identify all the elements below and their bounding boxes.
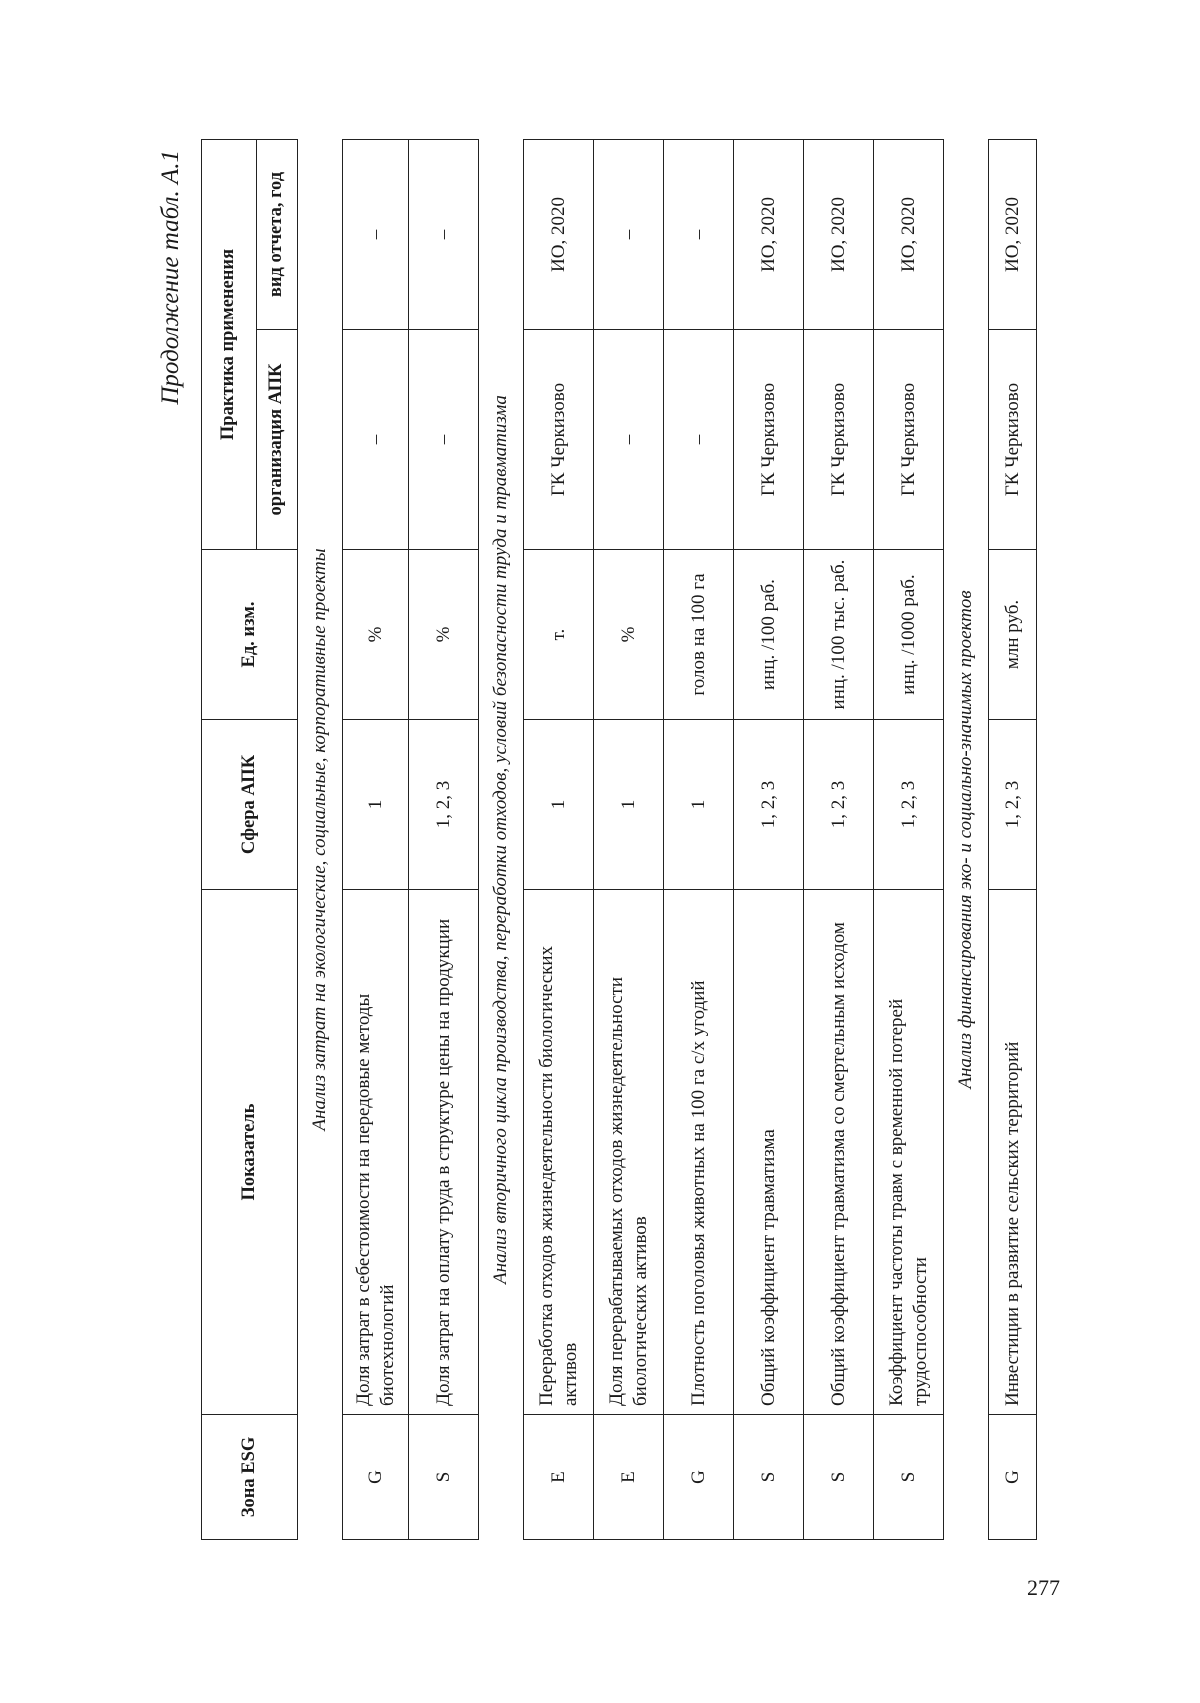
sphere-cell: 1, 2, 3 — [409, 720, 479, 890]
header-report: вид отчета, год — [257, 140, 298, 330]
indicator-cell: Переработка отходов жизнедеятельности биологических активов — [524, 890, 594, 1415]
report-cell: ИО, 2020 — [874, 140, 944, 330]
zone-cell: G — [343, 1415, 409, 1540]
report-cell: ИО, 2020 — [804, 140, 874, 330]
unit-cell: инц. /100 тыс. раб. — [804, 550, 874, 720]
unit-cell: % — [409, 550, 479, 720]
zone-cell: G — [989, 1415, 1037, 1540]
zone-cell: S — [874, 1415, 944, 1540]
unit-cell: % — [343, 550, 409, 720]
table-row — [664, 140, 734, 1540]
organization-cell: ГК Черкизово — [804, 330, 874, 550]
table-row — [989, 140, 1037, 1540]
zone-cell: S — [734, 1415, 804, 1540]
sphere-cell: 1, 2, 3 — [989, 720, 1037, 890]
page-number: 277 — [1027, 1575, 1060, 1600]
zone-cell: E — [524, 1415, 594, 1540]
sphere-cell: 1, 2, 3 — [804, 720, 874, 890]
indicator-cell: Инвестиции в развитие сельских территорий — [989, 890, 1037, 1415]
section-header-row — [944, 140, 989, 1540]
organization-cell: – — [594, 330, 664, 550]
table-row — [524, 140, 594, 1540]
indicator-cell: Общий коэффициент травматизма со смертельным исходом — [804, 890, 874, 1415]
indicator-cell: Доля перерабатываемых отходов жизнедеятельности биологических активов — [594, 890, 664, 1415]
indicator-cell: Плотность поголовья животных на 100 га с/х угодий — [664, 890, 734, 1415]
unit-cell: млн руб. — [989, 550, 1037, 720]
sphere-cell: 1 — [343, 720, 409, 890]
indicator-cell: Доля затрат в себестоимости на передовые методы биотехнологий — [343, 890, 409, 1415]
table-body — [298, 140, 1037, 1540]
section-header-row — [479, 140, 524, 1540]
unit-cell: т. — [524, 550, 594, 720]
header-practice: Практика применения — [202, 140, 257, 550]
header-organization: организация АПК — [257, 330, 298, 550]
esg-indicators-table — [201, 139, 1037, 1540]
unit-cell: % — [594, 550, 664, 720]
report-cell: ИО, 2020 — [734, 140, 804, 330]
organization-cell: ГК Черкизово — [734, 330, 804, 550]
zone-cell: S — [409, 1415, 479, 1540]
section-title: Анализ финансирования эко- и социально-значимых проектов — [944, 140, 989, 1540]
section-title: Анализ затрат на экологические, социальные, корпоративные проекты — [298, 140, 343, 1540]
table-continuation-caption: Продолжение табл. А.1 — [157, 150, 184, 405]
sphere-cell: 1 — [594, 720, 664, 890]
organization-cell: – — [409, 330, 479, 550]
rotated-table-block — [157, 140, 1050, 1540]
section-title: Анализ вторичного цикла производства, переработки отходов, условий безопасности труда и травматизма — [479, 140, 524, 1540]
report-cell: – — [409, 140, 479, 330]
zone-cell: E — [594, 1415, 664, 1540]
unit-cell: инц. /100 раб. — [734, 550, 804, 720]
organization-cell: – — [343, 330, 409, 550]
table-row — [874, 140, 944, 1540]
report-cell: – — [664, 140, 734, 330]
table-row — [804, 140, 874, 1540]
organization-cell: ГК Черкизово — [524, 330, 594, 550]
table-row — [343, 140, 409, 1540]
header-unit: Ед. изм. — [202, 550, 298, 720]
organization-cell: ГК Черкизово — [989, 330, 1037, 550]
indicator-cell: Общий коэффициент травматизма — [734, 890, 804, 1415]
zone-cell: G — [664, 1415, 734, 1540]
report-cell: ИО, 2020 — [989, 140, 1037, 330]
header-indicator: Показатель — [202, 890, 298, 1415]
report-cell: ИО, 2020 — [524, 140, 594, 330]
zone-cell: S — [804, 1415, 874, 1540]
indicator-cell: Коэффициент частоты травм с временной потерей трудоспособности — [874, 890, 944, 1415]
unit-cell: инц. /1000 раб. — [874, 550, 944, 720]
table-row — [734, 140, 804, 1540]
table-row — [594, 140, 664, 1540]
sphere-cell: 1, 2, 3 — [874, 720, 944, 890]
table-header — [202, 140, 298, 1540]
sphere-cell: 1 — [524, 720, 594, 890]
table-row — [409, 140, 479, 1540]
report-cell: – — [343, 140, 409, 330]
sphere-cell: 1 — [664, 720, 734, 890]
report-cell: – — [594, 140, 664, 330]
indicator-cell: Доля затрат на оплату труда в структуре цены на продукции — [409, 890, 479, 1415]
organization-cell: ГК Черкизово — [874, 330, 944, 550]
header-sphere: Сфера АПК — [202, 720, 298, 890]
section-header-row — [298, 140, 343, 1540]
sphere-cell: 1, 2, 3 — [734, 720, 804, 890]
unit-cell: голов на 100 га — [664, 550, 734, 720]
header-zone: Зона ESG — [202, 1415, 298, 1540]
organization-cell: – — [664, 330, 734, 550]
